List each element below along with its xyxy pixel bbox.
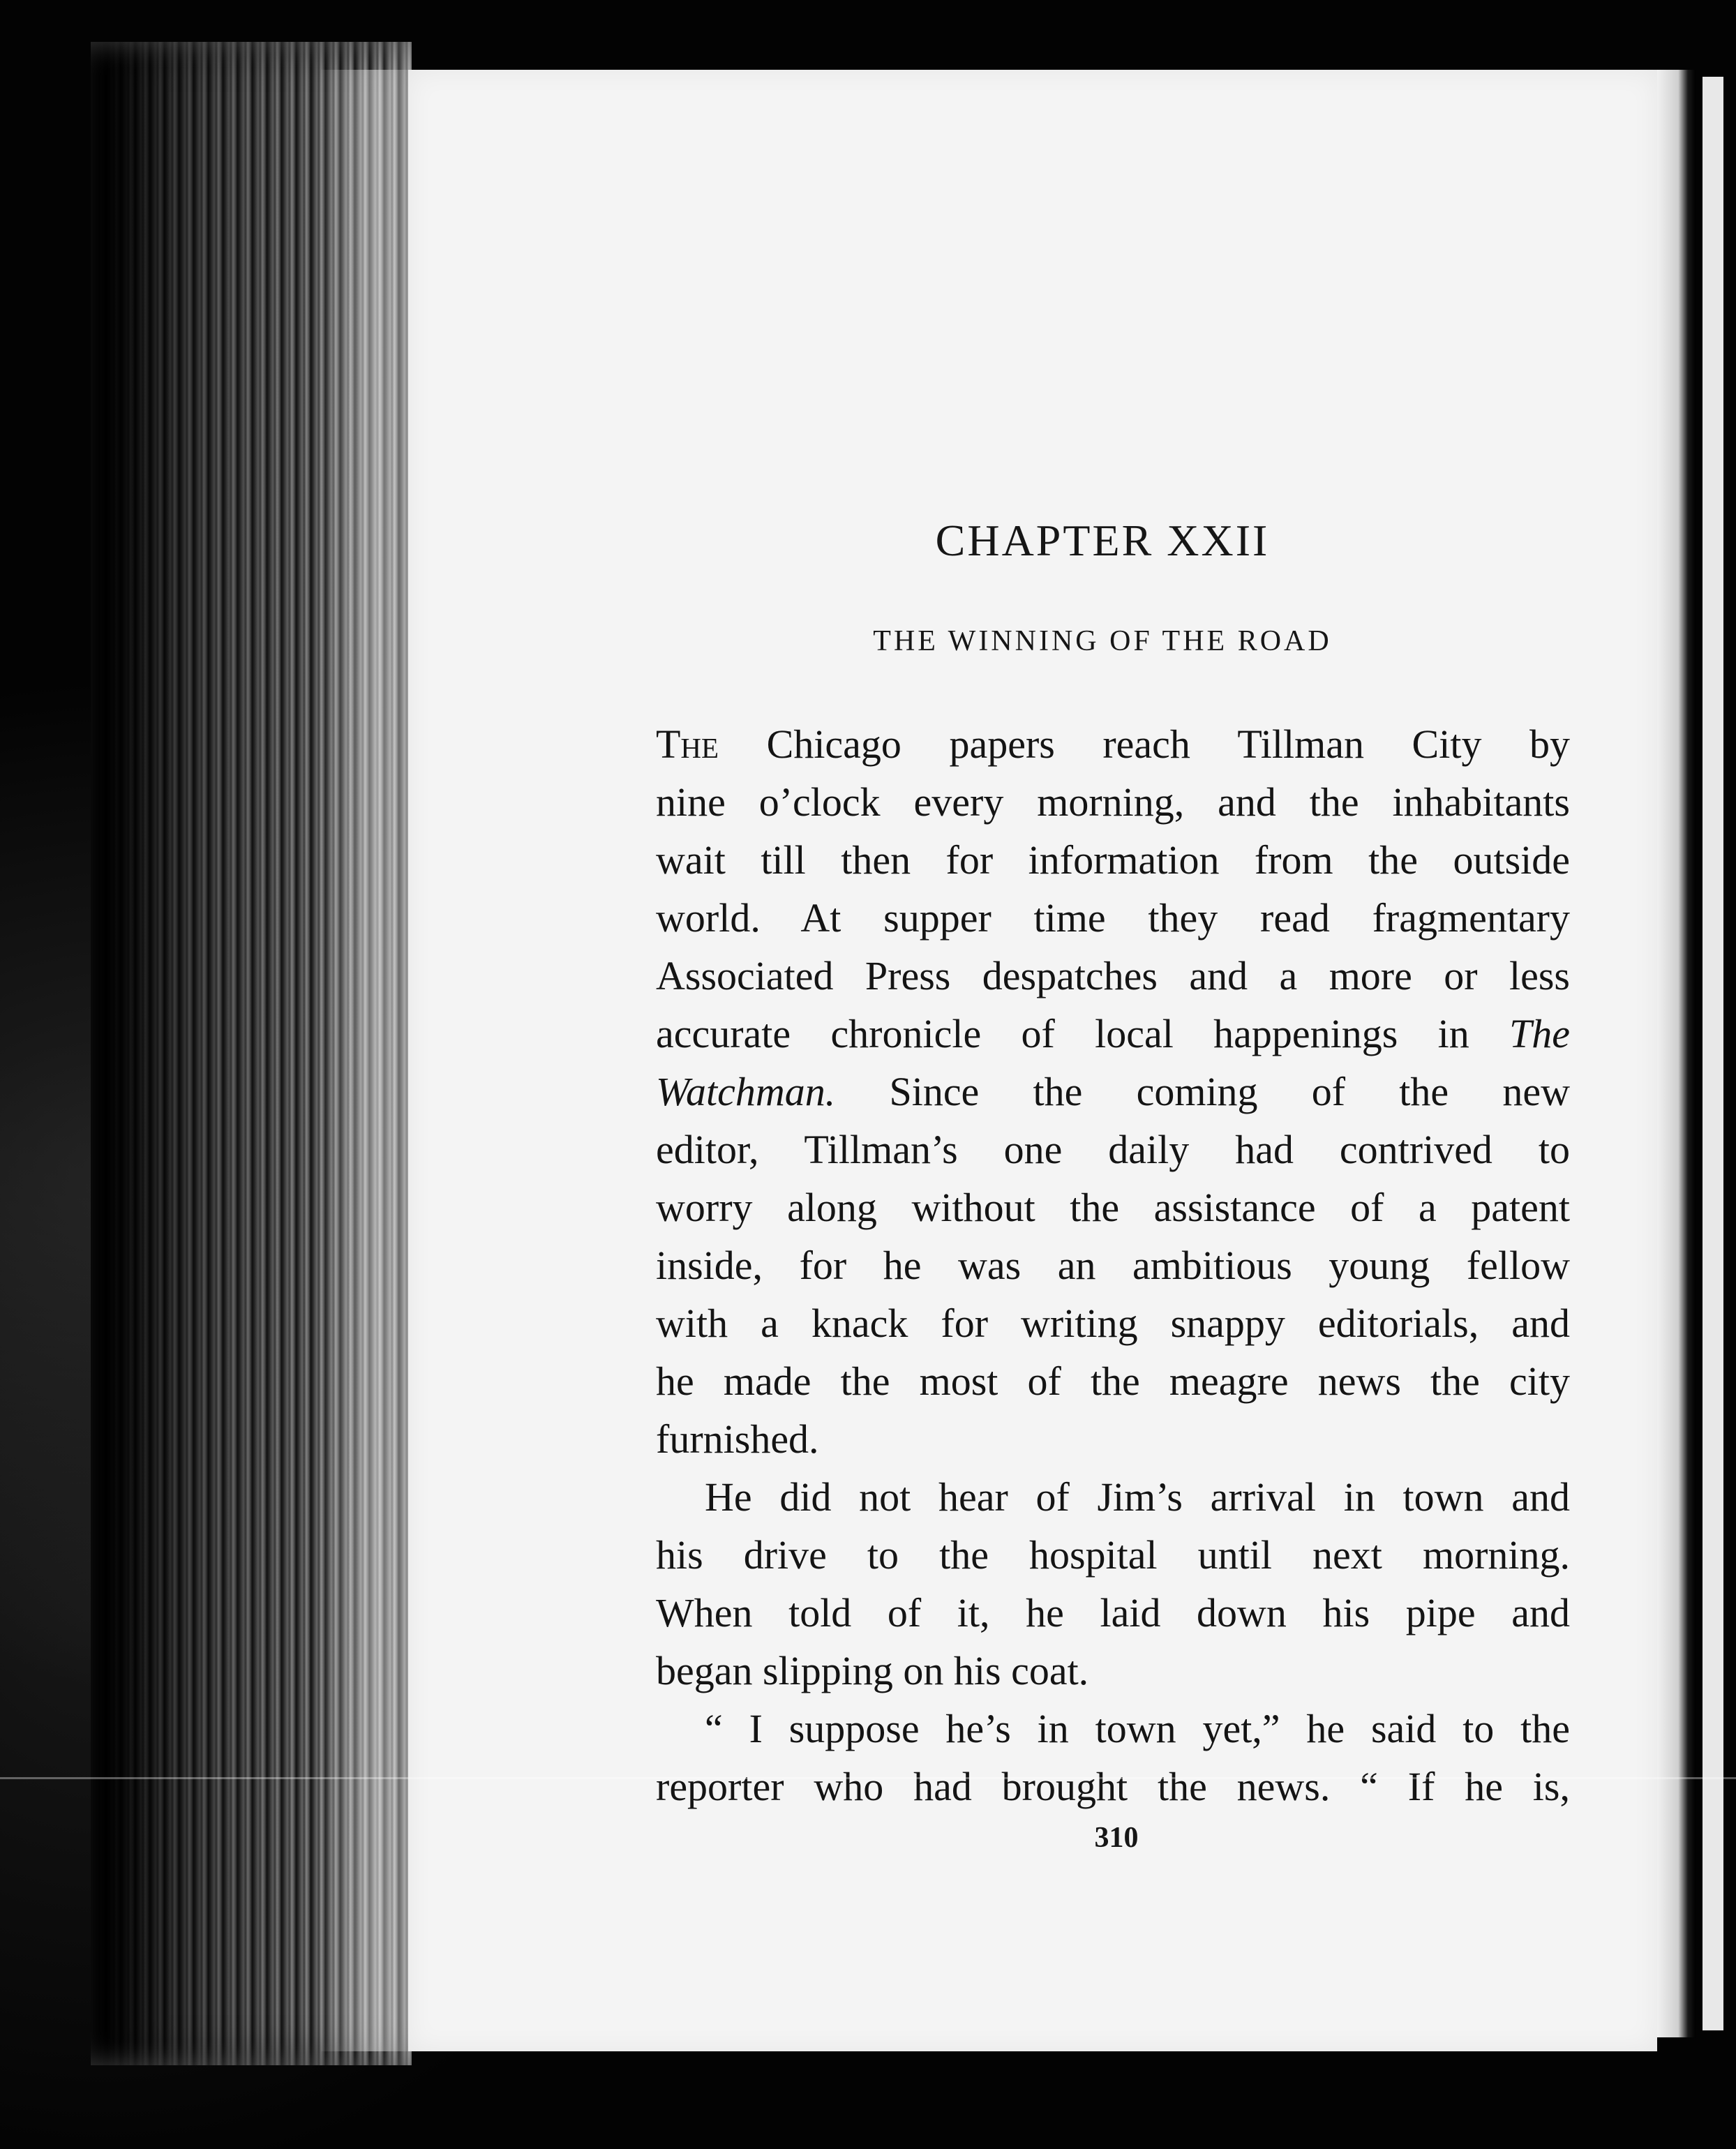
text-line	[656, 1700, 1570, 1758]
text-line	[656, 831, 1570, 889]
line-text: He did not hear of Jim’s arrival in town and	[705, 1474, 1570, 1520]
line-text: When told of it, he laid down his pipe and	[656, 1590, 1570, 1635]
text-line	[656, 1294, 1570, 1352]
text-line	[656, 1468, 1570, 1526]
line-text: nine o’clock every morning, and the inhabitants	[656, 779, 1570, 825]
gutter-shadow	[1657, 70, 1696, 2037]
text-line	[656, 889, 1570, 947]
text-line	[656, 1063, 1570, 1121]
text-line	[656, 1236, 1570, 1294]
page-edge-highlight	[321, 70, 412, 2051]
page-number: 310	[1094, 1822, 1139, 1854]
line-text: reporter who had brought the news. “ If he is,	[656, 1764, 1570, 1809]
facing-page-edge	[1703, 77, 1723, 2030]
text-line	[656, 1410, 1570, 1468]
text-line	[656, 1352, 1570, 1410]
line-text: Since the coming of the new	[835, 1069, 1570, 1114]
scan-artifact-line	[0, 1777, 1736, 1779]
line-text: he made the most of the meagre news the city	[656, 1358, 1570, 1404]
line-text: accurate chronicle of local happenings in	[656, 1011, 1509, 1056]
text-line	[656, 1758, 1570, 1815]
line-text: “ I suppose he’s in town yet,” he said to the	[705, 1706, 1570, 1751]
body-text	[656, 715, 1570, 1815]
text-line	[656, 1584, 1570, 1642]
italic-title: The	[1509, 1011, 1570, 1056]
line-text: with a knack for writing snappy editorials, and	[656, 1301, 1570, 1346]
line-text: inside, for he was an ambitious young fellow	[656, 1243, 1570, 1288]
chapter-title: CHAPTER XXII	[935, 516, 1270, 565]
line-text: worry along without the assistance of a patent	[656, 1185, 1570, 1230]
text-line	[656, 1642, 1570, 1700]
line-text: wait till then for information from the outside	[656, 837, 1570, 883]
text-line	[656, 773, 1570, 831]
line-text: Associated Press despatches and a more or less	[656, 953, 1570, 998]
drop-word: The	[656, 721, 719, 767]
text-line	[656, 1526, 1570, 1584]
line-text: Chicago papers reach Tillman City by	[719, 721, 1570, 767]
line-text: furnished.	[656, 1416, 819, 1462]
text-line	[656, 1005, 1570, 1063]
italic-title: Watchman.	[656, 1069, 836, 1114]
line-text: editor, Tillman’s one daily had contrived to	[656, 1127, 1570, 1172]
line-text: began slipping on his coat.	[656, 1648, 1089, 1693]
chapter-subtitle: THE WINNING OF THE ROAD	[873, 625, 1332, 657]
text-line	[656, 1121, 1570, 1178]
text-line	[656, 947, 1570, 1005]
line-text: world. At supper time they read fragmentary	[656, 895, 1570, 941]
text-line	[656, 715, 1570, 773]
text-line	[656, 1178, 1570, 1236]
line-text: his drive to the hospital until next morning.	[656, 1532, 1570, 1578]
